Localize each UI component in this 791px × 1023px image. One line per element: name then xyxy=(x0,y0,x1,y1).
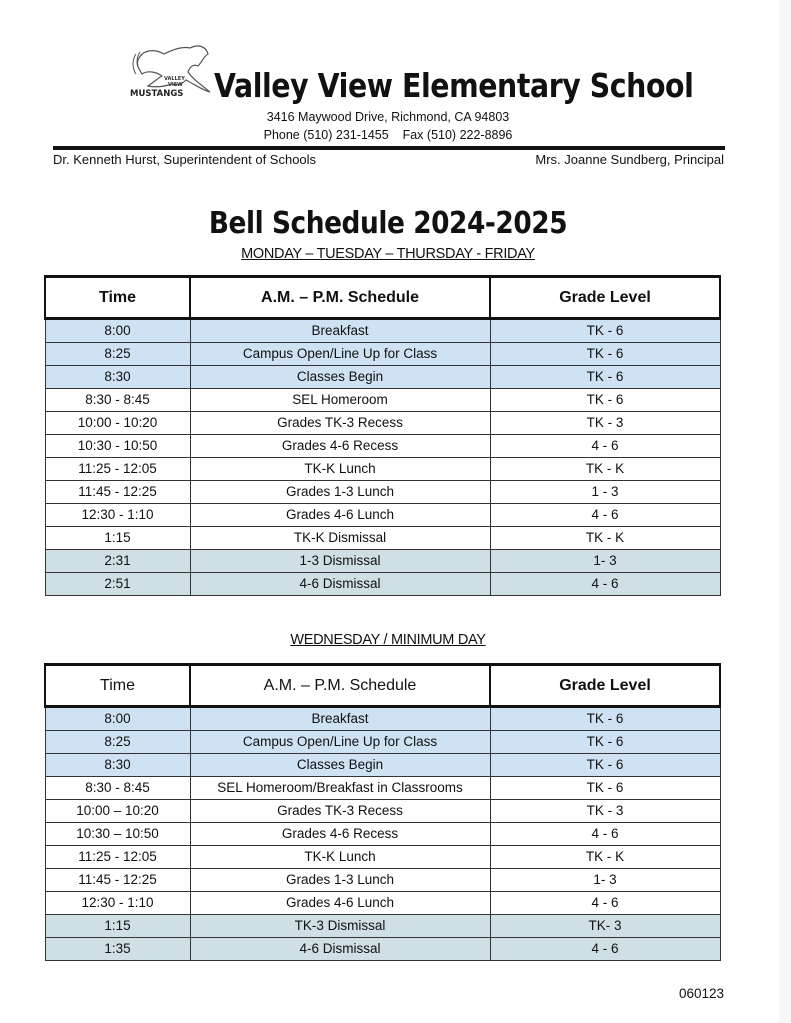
cell-event: Grades 1-3 Lunch xyxy=(190,869,490,892)
minimum-day-heading: WEDNESDAY / MINIMUM DAY xyxy=(290,632,486,648)
cell-event: SEL Homeroom/Breakfast in Classrooms xyxy=(190,777,490,800)
cell-grade: TK- 3 xyxy=(490,915,720,938)
cell-grade: 4 - 6 xyxy=(490,892,720,915)
cell-event: TK-3 Dismissal xyxy=(190,915,490,938)
minimum-day-schedule-table xyxy=(44,663,721,961)
cell-event: Breakfast xyxy=(190,319,490,343)
cell-time: 8:30 xyxy=(45,754,190,777)
cell-time: 10:30 - 10:50 xyxy=(45,435,190,458)
column-header-grade: Grade Level xyxy=(490,277,720,319)
table-row xyxy=(45,366,720,389)
column-header-schedule: A.M. – P.M. Schedule xyxy=(190,665,490,707)
table-row xyxy=(45,938,720,961)
cell-time: 11:25 - 12:05 xyxy=(45,458,190,481)
table-row xyxy=(45,319,720,343)
cell-event: Campus Open/Line Up for Class xyxy=(190,343,490,366)
cell-time: 2:51 xyxy=(45,573,190,596)
cell-event: Grades 4-6 Recess xyxy=(190,435,490,458)
table-row xyxy=(45,707,720,731)
cell-time: 12:30 - 1:10 xyxy=(45,504,190,527)
table-row xyxy=(45,573,720,596)
cell-event: Grades 4-6 Recess xyxy=(190,823,490,846)
cell-time: 10:30 – 10:50 xyxy=(45,823,190,846)
cell-event: SEL Homeroom xyxy=(190,389,490,412)
cell-event: TK-K Dismissal xyxy=(190,527,490,550)
cell-grade: TK - 3 xyxy=(490,800,720,823)
cell-grade: TK - K xyxy=(490,846,720,869)
cell-event: Grades 1-3 Lunch xyxy=(190,481,490,504)
cell-grade: TK - 6 xyxy=(490,389,720,412)
column-header-schedule: A.M. – P.M. Schedule xyxy=(190,277,490,319)
cell-event: Grades 4-6 Lunch xyxy=(190,504,490,527)
table-row xyxy=(45,481,720,504)
cell-time: 8:00 xyxy=(45,319,190,343)
table-row xyxy=(45,892,720,915)
cell-grade: 1 - 3 xyxy=(490,481,720,504)
letterhead-divider xyxy=(53,146,725,150)
cell-time: 8:25 xyxy=(45,731,190,754)
cell-time: 12:30 - 1:10 xyxy=(45,892,190,915)
principal-name: Mrs. Joanne Sundberg, Principal xyxy=(535,152,724,167)
cell-grade: TK - 6 xyxy=(490,754,720,777)
regular-schedule-table xyxy=(44,275,721,596)
table-row xyxy=(45,412,720,435)
cell-time: 8:30 - 8:45 xyxy=(45,777,190,800)
table-row xyxy=(45,550,720,573)
minimum-day-schedule-body xyxy=(45,707,720,961)
table-row xyxy=(45,731,720,754)
cell-event: Grades TK-3 Recess xyxy=(190,800,490,823)
cell-grade: 4 - 6 xyxy=(490,938,720,961)
cell-time: 2:31 xyxy=(45,550,190,573)
logo-valley: VALLEY xyxy=(164,76,185,82)
table-row xyxy=(45,389,720,412)
table-row xyxy=(45,754,720,777)
table-row xyxy=(45,915,720,938)
mustang-logo xyxy=(128,40,216,100)
cell-grade: 1- 3 xyxy=(490,869,720,892)
table-row xyxy=(45,343,720,366)
column-header-time: Time xyxy=(45,277,190,319)
table-header-row xyxy=(45,277,720,319)
table-row xyxy=(45,435,720,458)
cell-event: 4-6 Dismissal xyxy=(190,573,490,596)
school-name: Valley View Elementary School xyxy=(214,66,694,105)
cell-grade: TK - 6 xyxy=(490,343,720,366)
table-row xyxy=(45,458,720,481)
cell-time: 8:30 - 8:45 xyxy=(45,389,190,412)
cell-time: 11:45 - 12:25 xyxy=(45,481,190,504)
table-row xyxy=(45,777,720,800)
cell-time: 11:45 - 12:25 xyxy=(45,869,190,892)
cell-time: 1:15 xyxy=(45,527,190,550)
cell-grade: 4 - 6 xyxy=(490,823,720,846)
cell-event: TK-K Lunch xyxy=(190,846,490,869)
cell-grade: 1- 3 xyxy=(490,550,720,573)
table-row xyxy=(45,504,720,527)
logo-view: VIEW xyxy=(168,82,183,88)
cell-grade: 4 - 6 xyxy=(490,504,720,527)
table-row xyxy=(45,869,720,892)
cell-time: 1:15 xyxy=(45,915,190,938)
column-header-grade: Grade Level xyxy=(490,665,720,707)
cell-grade: TK - 6 xyxy=(490,366,720,389)
letterhead xyxy=(0,0,791,175)
cell-grade: 4 - 6 xyxy=(490,573,720,596)
cell-event: Campus Open/Line Up for Class xyxy=(190,731,490,754)
cell-time: 8:00 xyxy=(45,707,190,731)
cell-time: 10:00 - 10:20 xyxy=(45,412,190,435)
cell-time: 8:30 xyxy=(45,366,190,389)
cell-grade: TK - 6 xyxy=(490,777,720,800)
table-header-row xyxy=(45,665,720,707)
table-row xyxy=(45,800,720,823)
cell-time: 1:35 xyxy=(45,938,190,961)
cell-grade: TK - 3 xyxy=(490,412,720,435)
cell-grade: TK - 6 xyxy=(490,707,720,731)
cell-grade: 4 - 6 xyxy=(490,435,720,458)
cell-grade: TK - K xyxy=(490,458,720,481)
regular-days-heading: MONDAY – TUESDAY – THURSDAY - FRIDAY xyxy=(241,246,535,262)
page-title: Bell Schedule 2024-2025 xyxy=(208,206,568,241)
cell-event: 4-6 Dismissal xyxy=(190,938,490,961)
cell-grade: TK - K xyxy=(490,527,720,550)
regular-schedule-body xyxy=(45,319,720,596)
document-code: 060123 xyxy=(678,986,724,1001)
column-header-time: Time xyxy=(45,665,190,707)
cell-event: Breakfast xyxy=(190,707,490,731)
cell-event: TK-K Lunch xyxy=(190,458,490,481)
table-row xyxy=(45,527,720,550)
table-row xyxy=(45,846,720,869)
cell-time: 11:25 - 12:05 xyxy=(45,846,190,869)
cell-time: 10:00 – 10:20 xyxy=(45,800,190,823)
logo-mustangs: MUSTANGS xyxy=(130,89,184,99)
cell-event: Classes Begin xyxy=(190,366,490,389)
cell-grade: TK - 6 xyxy=(490,319,720,343)
school-phone-fax: Phone (510) 231-1455 Fax (510) 222-8896 xyxy=(263,128,513,142)
cell-grade: TK - 6 xyxy=(490,731,720,754)
cell-event: Grades 4-6 Lunch xyxy=(190,892,490,915)
cell-time: 8:25 xyxy=(45,343,190,366)
cell-event: Classes Begin xyxy=(190,754,490,777)
cell-event: Grades TK-3 Recess xyxy=(190,412,490,435)
table-row xyxy=(45,823,720,846)
school-address: 3416 Maywood Drive, Richmond, CA 94803 xyxy=(266,110,510,124)
cell-event: 1-3 Dismissal xyxy=(190,550,490,573)
superintendent-name: Dr. Kenneth Hurst, Superintendent of Schools xyxy=(53,152,317,167)
